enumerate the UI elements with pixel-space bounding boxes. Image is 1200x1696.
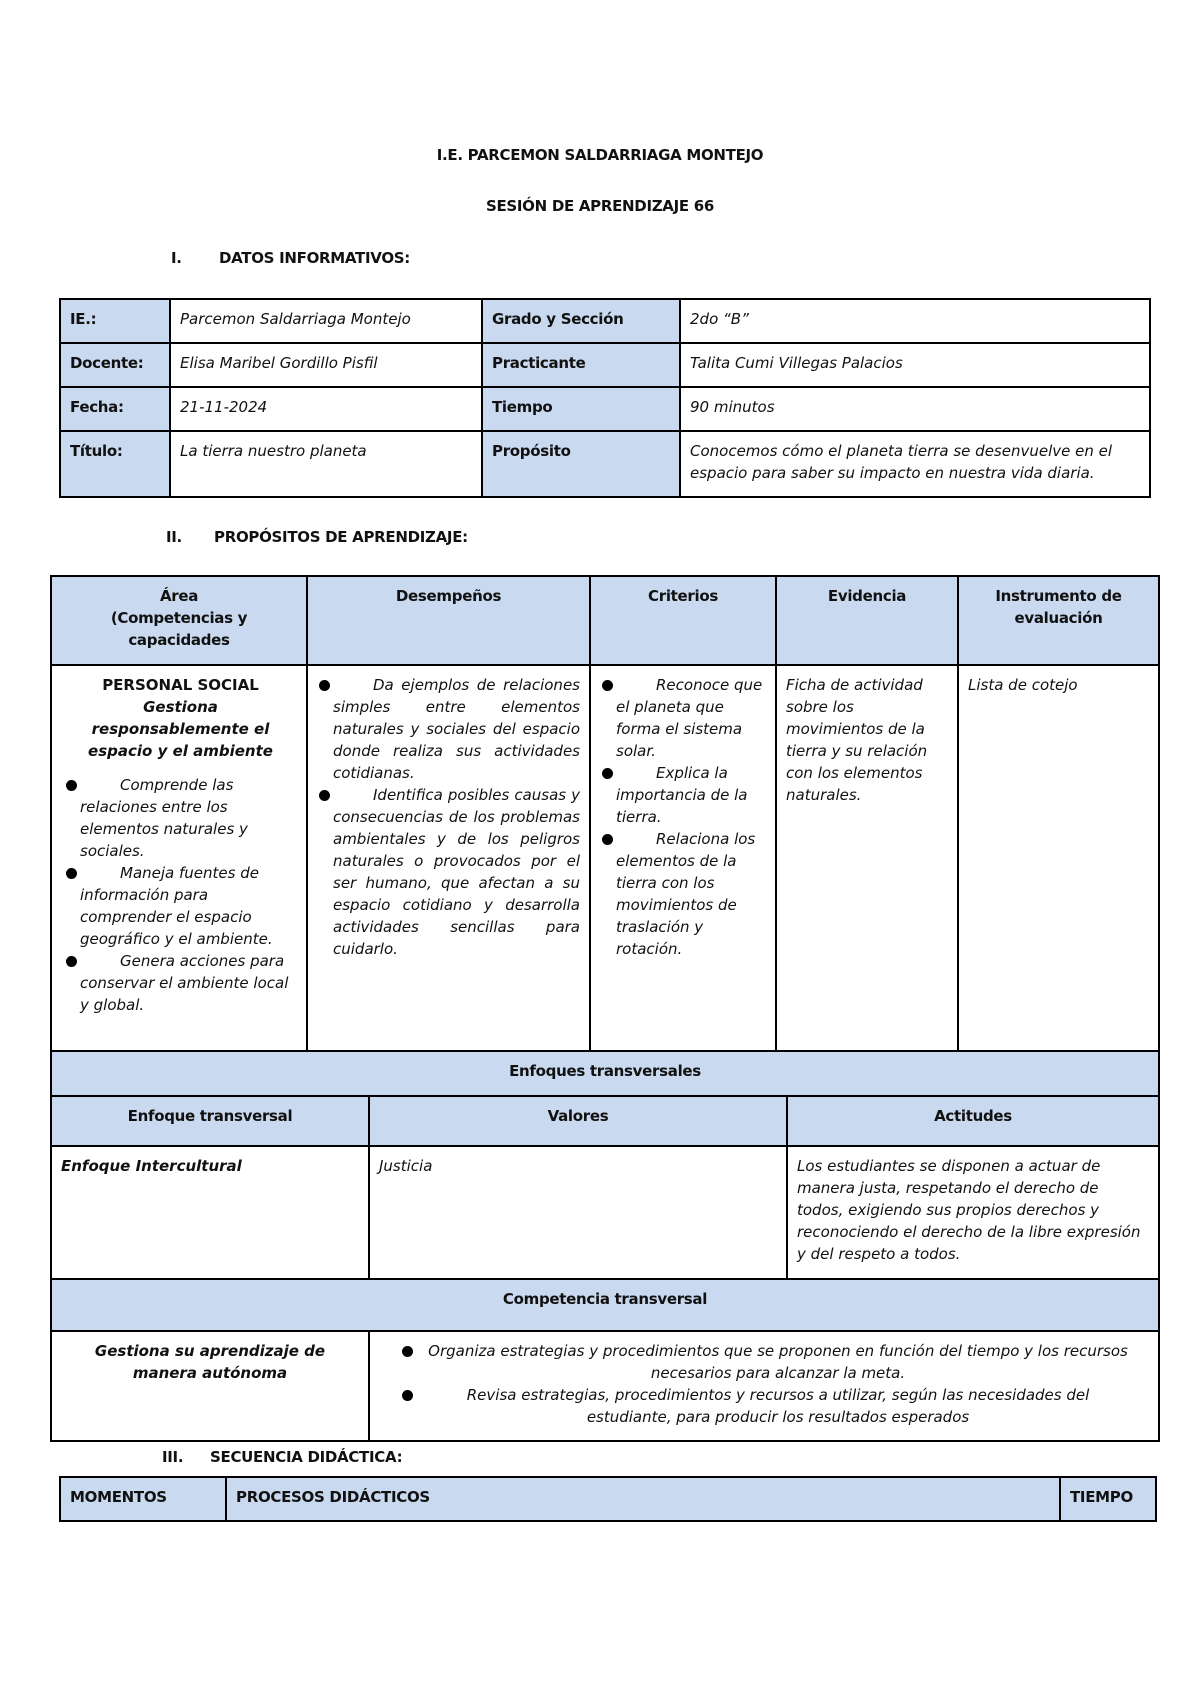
header-evidencia: Evidencia	[776, 576, 958, 665]
section-propositos	[166, 528, 468, 546]
titulo-label: Título:	[60, 431, 170, 497]
section-title: PROPÓSITOS DE APRENDIZAJE:	[214, 528, 468, 546]
list-item: Comprende las relaciones entre los elementos naturales y sociales.	[64, 774, 297, 862]
criterios-list	[600, 674, 766, 960]
practicante-value: Talita Cumi Villegas Palacios	[680, 343, 1150, 387]
tiempo-label: Tiempo	[482, 387, 680, 431]
competencia-section-title: Competencia transversal	[51, 1279, 1159, 1331]
header-criterios: Criterios	[590, 576, 776, 665]
competencia-items-cell	[369, 1331, 1159, 1441]
session-title: SESIÓN DE APRENDIZAJE 66	[485, 197, 715, 215]
actitud-value: Los estudiantes se disponen a actuar de manera justa, respetando el derecho de todos, exigiendo sus propios derechos y reconociendo el derecho de la libre expresión y del respeto a todos.	[787, 1146, 1159, 1279]
header-area	[51, 576, 307, 665]
section-secuencia	[162, 1448, 402, 1466]
desempenos-cell	[307, 665, 590, 1051]
instrumento-cell: Lista de cotejo	[958, 665, 1159, 1051]
docente-label: Docente:	[60, 343, 170, 387]
fecha-value: 21-11-2024	[170, 387, 482, 431]
fecha-label: Fecha:	[60, 387, 170, 431]
desempenos-list	[317, 674, 580, 960]
list-item: Genera acciones para conservar el ambiente local y global.	[64, 950, 297, 1016]
list-item: Relaciona los elementos de la tierra con los movimientos de traslación y rotación.	[600, 828, 766, 960]
school-title: I.E. PARCEMON SALDARRIAGA MONTEJO	[436, 146, 764, 164]
header-area-line1: Área	[159, 587, 199, 605]
tiempo-value: 90 minutos	[680, 387, 1150, 431]
secuencia-table	[59, 1476, 1157, 1522]
col-valores: Valores	[369, 1096, 787, 1146]
proposito-value: Conocemos cómo el planeta tierra se desenvuelve en el espacio para saber su impacto en nuestra vida diaria.	[680, 431, 1150, 497]
capacidades-list	[64, 774, 297, 1016]
header-instrumento: Instrumento de evaluación	[958, 576, 1159, 665]
competencia-title: Gestiona responsablemente el espacio y el ambiente	[88, 698, 273, 760]
enfoques-table	[50, 1050, 1160, 1442]
grado-label: Grado y Sección	[482, 299, 680, 343]
section-title: DATOS INFORMATIVOS:	[219, 249, 410, 267]
practicante-label: Practicante	[482, 343, 680, 387]
list-item: Maneja fuentes de información para comprender el espacio geográfico y el ambiente.	[64, 862, 297, 950]
list-item: Reconoce que el planeta que forma el sistema solar.	[600, 674, 766, 762]
col-momentos: MOMENTOS	[60, 1477, 226, 1521]
titulo-value: La tierra nuestro planeta	[170, 431, 482, 497]
datos-informativos-table	[59, 298, 1151, 498]
col-procesos: PROCESOS DIDÁCTICOS	[226, 1477, 1060, 1521]
section-title: SECUENCIA DIDÁCTICA:	[210, 1448, 403, 1466]
col-tiempo: TIEMPO	[1060, 1477, 1156, 1521]
section-number: I.	[171, 249, 182, 267]
enfoques-section-title: Enfoques transversales	[51, 1051, 1159, 1096]
area-cell	[51, 665, 307, 1051]
list-item: Revisa estrategias, procedimientos y recursos a utilizar, según las necesidades del estudiante, para producir los resultados esperados	[400, 1384, 1128, 1428]
col-actitudes: Actitudes	[787, 1096, 1159, 1146]
list-item: Identifica posibles causas y consecuencias de los problemas ambientales y de los peligros naturales o provocados por el ser humano, que afectan a su espacio cotidiano y desarrolla actividades sencillas para cuidarlo.	[317, 784, 580, 960]
ie-label: IE.:	[60, 299, 170, 343]
competencia-name: Gestiona su aprendizaje de manera autónoma	[51, 1331, 369, 1441]
section-datos-informativos	[171, 249, 410, 267]
criterios-cell	[590, 665, 776, 1051]
list-item: Organiza estrategias y procedimientos que se proponen en función del tiempo y los recursos necesarios para alcanzar la meta.	[400, 1340, 1128, 1384]
grado-value: 2do “B”	[680, 299, 1150, 343]
list-item: Explica la importancia de la tierra.	[600, 762, 766, 828]
competencia-list	[400, 1340, 1128, 1428]
propositos-table	[50, 575, 1160, 1052]
list-item: Da ejemplos de relaciones simples entre elementos naturales y sociales del espacio donde realiza sus actividades cotidianas.	[317, 674, 580, 784]
docente-value: Elisa Maribel Gordillo Pisfil	[170, 343, 482, 387]
area-title: PERSONAL SOCIAL	[102, 676, 259, 694]
enfoque-value: Enfoque Intercultural	[51, 1146, 369, 1279]
section-number: II.	[166, 528, 182, 546]
section-number: III.	[162, 1448, 184, 1466]
col-enfoque: Enfoque transversal	[51, 1096, 369, 1146]
proposito-label: Propósito	[482, 431, 680, 497]
evidencia-cell: Ficha de actividad sobre los movimientos de la tierra y su relación con los elementos naturales.	[776, 665, 958, 1051]
header-area-line2: (Competencias y capacidades	[110, 609, 248, 649]
ie-value: Parcemon Saldarriaga Montejo	[170, 299, 482, 343]
valor-value: Justicia	[369, 1146, 787, 1279]
header-desempenos: Desempeños	[307, 576, 590, 665]
